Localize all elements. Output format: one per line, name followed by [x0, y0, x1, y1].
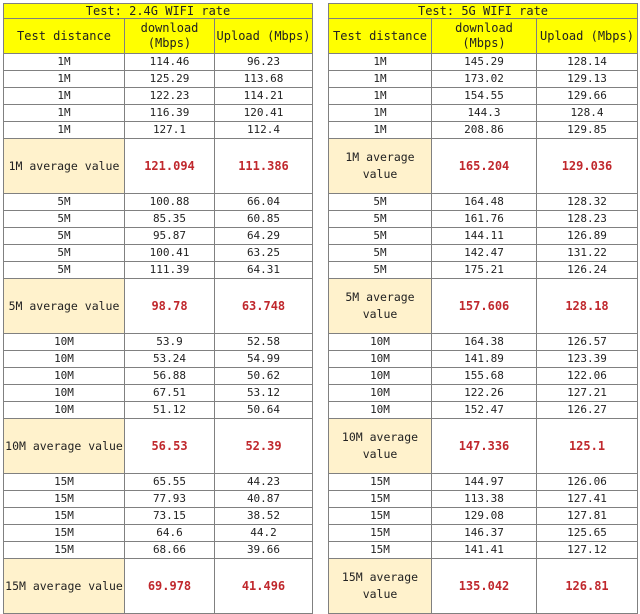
- download-cell: 141.89: [432, 351, 537, 368]
- distance-cell: 5M: [329, 262, 432, 279]
- upload-cell: 127.12: [537, 542, 638, 559]
- average-upload: 111.386: [215, 139, 313, 194]
- average-download: 147.336: [432, 419, 537, 474]
- distance-cell: 5M: [4, 228, 125, 245]
- table-row: [4, 105, 313, 122]
- distance-cell: 15M: [329, 491, 432, 508]
- header-download: download (Mbps): [432, 19, 537, 54]
- download-cell: 56.88: [125, 368, 215, 385]
- header-test-distance: Test distance: [329, 19, 432, 54]
- table-row: [4, 385, 313, 402]
- upload-cell: 129.85: [537, 122, 638, 139]
- distance-cell: 1M: [4, 71, 125, 88]
- download-cell: 142.47: [432, 245, 537, 262]
- average-label: 5M average value: [329, 279, 432, 334]
- table-row: [329, 211, 638, 228]
- download-cell: 161.76: [432, 211, 537, 228]
- upload-cell: 126.24: [537, 262, 638, 279]
- download-cell: 164.48: [432, 194, 537, 211]
- distance-cell: 15M: [4, 491, 125, 508]
- upload-cell: 127.81: [537, 508, 638, 525]
- download-cell: 64.6: [125, 525, 215, 542]
- table-row: [329, 385, 638, 402]
- download-cell: 122.23: [125, 88, 215, 105]
- distance-cell: 15M: [329, 508, 432, 525]
- table-row: [329, 122, 638, 139]
- upload-cell: 126.06: [537, 474, 638, 491]
- table-row: [4, 122, 313, 139]
- download-cell: 85.35: [125, 211, 215, 228]
- distance-cell: 10M: [4, 334, 125, 351]
- average-label: 1M average value: [329, 139, 432, 194]
- table-row: [4, 508, 313, 525]
- average-download: 165.204: [432, 139, 537, 194]
- upload-cell: 127.21: [537, 385, 638, 402]
- upload-cell: 38.52: [215, 508, 313, 525]
- table-title: Test: 2.4G WIFI rate: [4, 4, 313, 19]
- average-label: 5M average value: [4, 279, 125, 334]
- average-row: [329, 559, 638, 614]
- distance-cell: 1M: [329, 71, 432, 88]
- table-row: [329, 542, 638, 559]
- upload-cell: 44.23: [215, 474, 313, 491]
- average-row: [4, 279, 313, 334]
- average-download: 69.978: [125, 559, 215, 614]
- upload-cell: 128.4: [537, 105, 638, 122]
- upload-cell: 129.66: [537, 88, 638, 105]
- title-row: [329, 4, 638, 19]
- distance-cell: 15M: [4, 525, 125, 542]
- distance-cell: 5M: [4, 194, 125, 211]
- distance-cell: 10M: [4, 385, 125, 402]
- distance-cell: 1M: [329, 88, 432, 105]
- distance-cell: 15M: [4, 474, 125, 491]
- average-row: [4, 139, 313, 194]
- average-label: 10M average value: [4, 419, 125, 474]
- table-row: [329, 474, 638, 491]
- table-row: [4, 525, 313, 542]
- upload-cell: 112.4: [215, 122, 313, 139]
- upload-cell: 123.39: [537, 351, 638, 368]
- distance-cell: 1M: [4, 105, 125, 122]
- distance-cell: 1M: [4, 88, 125, 105]
- upload-cell: 125.65: [537, 525, 638, 542]
- download-cell: 144.11: [432, 228, 537, 245]
- distance-cell: 1M: [329, 122, 432, 139]
- distance-cell: 1M: [4, 54, 125, 71]
- upload-cell: 40.87: [215, 491, 313, 508]
- table-title: Test: 5G WIFI rate: [329, 4, 638, 19]
- download-cell: 145.29: [432, 54, 537, 71]
- table-row: [4, 491, 313, 508]
- average-label: 15M average value: [4, 559, 125, 614]
- average-upload: 125.1: [537, 419, 638, 474]
- upload-cell: 128.32: [537, 194, 638, 211]
- download-cell: 53.9: [125, 334, 215, 351]
- table-row: [329, 54, 638, 71]
- download-cell: 208.86: [432, 122, 537, 139]
- average-row: [329, 419, 638, 474]
- upload-cell: 64.31: [215, 262, 313, 279]
- upload-cell: 44.2: [215, 525, 313, 542]
- distance-cell: 10M: [4, 351, 125, 368]
- table-row: [329, 88, 638, 105]
- upload-cell: 66.04: [215, 194, 313, 211]
- download-cell: 51.12: [125, 402, 215, 419]
- table-row: [4, 54, 313, 71]
- upload-cell: 113.68: [215, 71, 313, 88]
- average-row: [4, 559, 313, 614]
- download-cell: 67.51: [125, 385, 215, 402]
- download-cell: 116.39: [125, 105, 215, 122]
- download-cell: 173.02: [432, 71, 537, 88]
- download-cell: 146.37: [432, 525, 537, 542]
- distance-cell: 5M: [4, 211, 125, 228]
- distance-cell: 15M: [329, 525, 432, 542]
- download-cell: 111.39: [125, 262, 215, 279]
- distance-cell: 5M: [4, 245, 125, 262]
- download-cell: 164.38: [432, 334, 537, 351]
- table-row: [4, 245, 313, 262]
- table-row: [4, 71, 313, 88]
- table-row: [329, 525, 638, 542]
- table-row: [4, 211, 313, 228]
- download-cell: 114.46: [125, 54, 215, 71]
- download-cell: 68.66: [125, 542, 215, 559]
- download-cell: 73.15: [125, 508, 215, 525]
- average-upload: 41.496: [215, 559, 313, 614]
- upload-cell: 39.66: [215, 542, 313, 559]
- download-cell: 65.55: [125, 474, 215, 491]
- header-download: download (Mbps): [125, 19, 215, 54]
- average-row: [329, 139, 638, 194]
- distance-cell: 15M: [4, 542, 125, 559]
- download-cell: 125.29: [125, 71, 215, 88]
- average-row: [329, 279, 638, 334]
- distance-cell: 10M: [329, 402, 432, 419]
- distance-cell: 10M: [4, 402, 125, 419]
- average-upload: 63.748: [215, 279, 313, 334]
- average-upload: 128.18: [537, 279, 638, 334]
- average-upload: 126.81: [537, 559, 638, 614]
- distance-cell: 1M: [329, 105, 432, 122]
- table-row: [4, 194, 313, 211]
- distance-cell: 5M: [329, 211, 432, 228]
- header-test-distance: Test distance: [4, 19, 125, 54]
- average-download: 98.78: [125, 279, 215, 334]
- distance-cell: 1M: [4, 122, 125, 139]
- table-row: [4, 88, 313, 105]
- distance-cell: 10M: [329, 351, 432, 368]
- distance-cell: 5M: [329, 228, 432, 245]
- upload-cell: 52.58: [215, 334, 313, 351]
- upload-cell: 122.06: [537, 368, 638, 385]
- table-row: [4, 228, 313, 245]
- download-cell: 144.97: [432, 474, 537, 491]
- table-row: [4, 351, 313, 368]
- table-row: [329, 194, 638, 211]
- upload-cell: 127.41: [537, 491, 638, 508]
- table-row: [329, 71, 638, 88]
- average-download: 56.53: [125, 419, 215, 474]
- table-row: [329, 262, 638, 279]
- upload-cell: 96.23: [215, 54, 313, 71]
- upload-cell: 126.89: [537, 228, 638, 245]
- distance-cell: 15M: [329, 474, 432, 491]
- upload-cell: 54.99: [215, 351, 313, 368]
- table-row: [4, 402, 313, 419]
- upload-cell: 63.25: [215, 245, 313, 262]
- average-label: 1M average value: [4, 139, 125, 194]
- average-upload: 52.39: [215, 419, 313, 474]
- upload-cell: 126.27: [537, 402, 638, 419]
- table-row: [329, 508, 638, 525]
- upload-cell: 53.12: [215, 385, 313, 402]
- upload-cell: 114.21: [215, 88, 313, 105]
- average-row: [4, 419, 313, 474]
- header-upload: Upload (Mbps): [537, 19, 638, 54]
- table-row: [329, 491, 638, 508]
- average-upload: 129.036: [537, 139, 638, 194]
- upload-cell: 60.85: [215, 211, 313, 228]
- average-download: 135.042: [432, 559, 537, 614]
- distance-cell: 15M: [4, 508, 125, 525]
- distance-cell: 10M: [329, 368, 432, 385]
- table-row: [329, 351, 638, 368]
- download-cell: 155.68: [432, 368, 537, 385]
- distance-cell: 10M: [4, 368, 125, 385]
- table-row: [4, 334, 313, 351]
- average-label: 10M average value: [329, 419, 432, 474]
- table-row: [4, 262, 313, 279]
- table-row: [329, 228, 638, 245]
- table-row: [329, 105, 638, 122]
- download-cell: 77.93: [125, 491, 215, 508]
- download-cell: 154.55: [432, 88, 537, 105]
- distance-cell: 10M: [329, 385, 432, 402]
- download-cell: 152.47: [432, 402, 537, 419]
- distance-cell: 5M: [4, 262, 125, 279]
- distance-cell: 1M: [329, 54, 432, 71]
- distance-cell: 5M: [329, 245, 432, 262]
- header-row: [329, 19, 638, 54]
- wifi-5g-rate-table: [328, 3, 638, 614]
- upload-cell: 50.64: [215, 402, 313, 419]
- table-row: [329, 334, 638, 351]
- download-cell: 100.88: [125, 194, 215, 211]
- title-row: [4, 4, 313, 19]
- upload-cell: 64.29: [215, 228, 313, 245]
- download-cell: 53.24: [125, 351, 215, 368]
- average-label: 15M average value: [329, 559, 432, 614]
- header-upload: Upload (Mbps): [215, 19, 313, 54]
- wifi-24g-rate-table: [3, 3, 313, 614]
- header-row: [4, 19, 313, 54]
- upload-cell: 120.41: [215, 105, 313, 122]
- table-row: [329, 402, 638, 419]
- download-cell: 100.41: [125, 245, 215, 262]
- upload-cell: 128.23: [537, 211, 638, 228]
- download-cell: 129.08: [432, 508, 537, 525]
- table-row: [329, 245, 638, 262]
- upload-cell: 129.13: [537, 71, 638, 88]
- table-row: [4, 542, 313, 559]
- download-cell: 122.26: [432, 385, 537, 402]
- download-cell: 141.41: [432, 542, 537, 559]
- download-cell: 175.21: [432, 262, 537, 279]
- download-cell: 95.87: [125, 228, 215, 245]
- distance-cell: 10M: [329, 334, 432, 351]
- average-download: 121.094: [125, 139, 215, 194]
- table-row: [4, 474, 313, 491]
- upload-cell: 131.22: [537, 245, 638, 262]
- download-cell: 127.1: [125, 122, 215, 139]
- download-cell: 144.3: [432, 105, 537, 122]
- table-row: [4, 368, 313, 385]
- table-row: [329, 368, 638, 385]
- distance-cell: 15M: [329, 542, 432, 559]
- distance-cell: 5M: [329, 194, 432, 211]
- download-cell: 113.38: [432, 491, 537, 508]
- upload-cell: 128.14: [537, 54, 638, 71]
- upload-cell: 126.57: [537, 334, 638, 351]
- average-download: 157.606: [432, 279, 537, 334]
- upload-cell: 50.62: [215, 368, 313, 385]
